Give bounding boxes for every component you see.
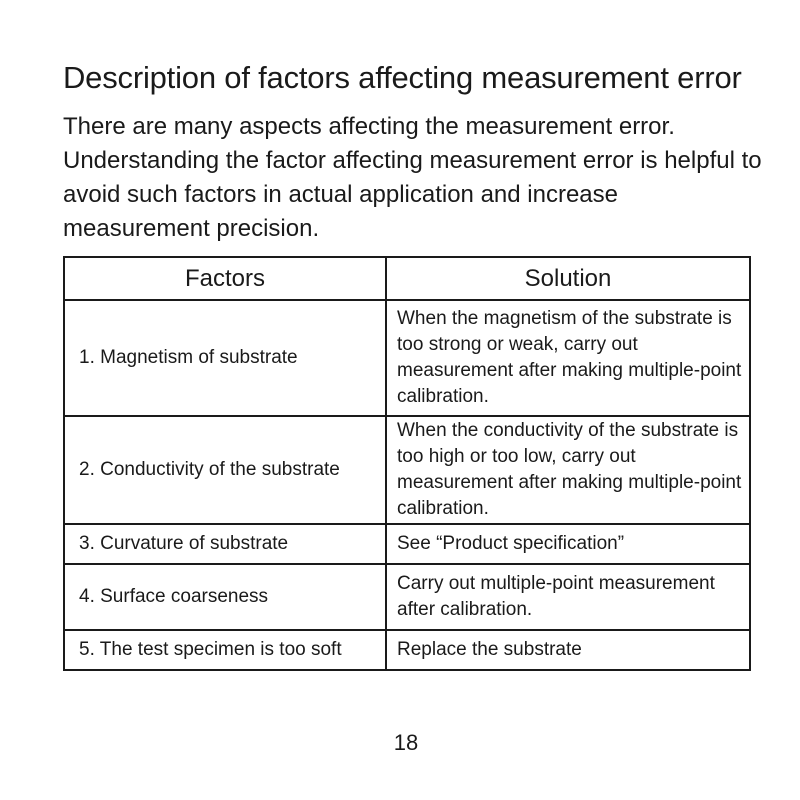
solution-cell: When the magnetism of the substrate is too strong or weak, carry out measurement after making multiple-point calibration. (386, 300, 750, 416)
table-header-row (64, 257, 750, 300)
factor-cell: 3. Curvature of substrate (64, 524, 386, 564)
factor-cell: 1. Magnetism of substrate (64, 300, 386, 416)
table-row (64, 524, 750, 564)
factors-table (63, 256, 751, 671)
solution-cell: Replace the substrate (386, 630, 750, 670)
solution-cell: See “Product specification” (386, 524, 750, 564)
table-row (64, 416, 750, 524)
solution-cell: When the conductivity of the substrate is too high or too low, carry out measurement after making multiple-point calibration. (386, 416, 750, 524)
solution-cell: Carry out multiple-point measurement after calibration. (386, 564, 750, 630)
table-row (64, 300, 750, 416)
factor-cell: 2. Conductivity of the substrate (64, 416, 386, 524)
page-title: Description of factors affecting measurement error (63, 60, 742, 95)
table-row (64, 564, 750, 630)
factor-cell: 5. The test specimen is too soft (64, 630, 386, 670)
header-factors: Factors (64, 257, 386, 300)
page-number: 18 (393, 730, 419, 755)
table-row (64, 630, 750, 670)
factor-cell: 4. Surface coarseness (64, 564, 386, 630)
header-solution: Solution (386, 257, 750, 300)
intro-paragraph: There are many aspects affecting the measurement error. Understanding the factor affecting measurement error is helpful to avoid such factors in actual application and increase measurement precision. (63, 113, 762, 242)
